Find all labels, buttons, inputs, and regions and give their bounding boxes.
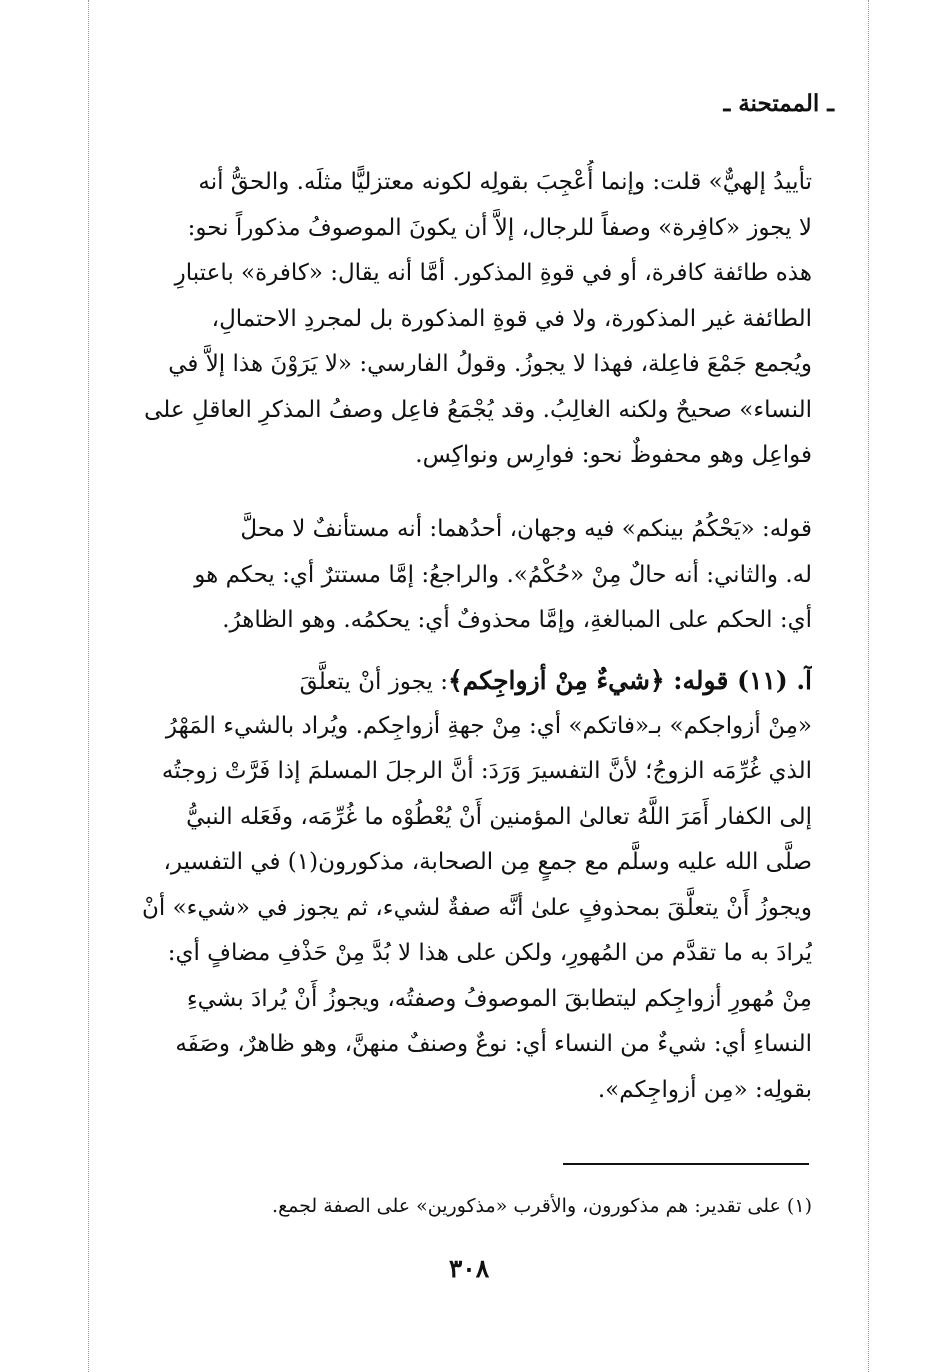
paragraph-1: [100, 160, 812, 479]
text-line: أي: الحكم على المبالغةِ، وإمَّا محذوفٌ أي: يحكمُه. وهو الظاهرُ.: [222, 607, 812, 633]
running-head: ـ الممتحنة ـ: [723, 90, 834, 117]
page-number: ٣٠٨: [448, 1254, 490, 1283]
right-margin-dotted-line: [868, 0, 869, 1372]
text-line: مِنْ مُهورِ أزواجِكم ليتطابقَ الموصوفُ وصفتُه، ويجوزُ أَنْ يُرادَ بشيءِ: [186, 985, 812, 1012]
paragraph-3: [100, 658, 812, 1113]
footnote: (١) على تقدير: هم مذكورون، والأقرب «مذكورين» على الصفة لجمع.: [272, 1195, 812, 1217]
text-line: هذه طائفة كافرة، أو في قوةِ المذكور. أمَّا أنه يقال: «كافرة» باعتبارِ: [174, 260, 812, 286]
text-line: لا يجوز «كافِرة» وصفاً للرجال، إلاَّ أن يكونَ الموصوفُ مذكوراً نحو:: [187, 214, 812, 241]
text-line: يُرادَ به ما تقدَّم من المُهورِ، ولكن على هذا لا بُدَّ مِنْ حَذْفِ مضافٍ أي:: [167, 940, 812, 966]
verse-heading-rest: : يجوز أنْ يتعلَّقَ: [299, 669, 448, 695]
text-line: إلى الكفار أَمَرَ اللَّهُ تعالىٰ المؤمنين أَنْ يُعْطُوْه ما غُرِّمَه، وفَعَله النبيُّ: [186, 803, 812, 830]
verse-heading-line: [100, 658, 812, 704]
text-line: «مِنْ أزواجكم» بـ«فاتكم» أي: مِنْ جهةِ أزواجِكم. ويُراد بالشيء المَهْرُ: [165, 712, 812, 739]
left-margin-dotted-line: [88, 0, 89, 1372]
text-line: النساءِ أي: شيءٌ من النساء أي: نوعٌ وصنفٌ منهنَّ، وهو ظاهرٌ، وصَفَه: [175, 1031, 812, 1057]
verse-marker: آ. (١١) قوله: ﴿شيءٌ مِنْ أزواجِكم﴾: [448, 666, 812, 695]
text-line: ويُجمع جَمْعَ فاعِلة، فهذا لا يجوزُ. وقولُ الفارسي: «لا يَرَوْنَ هذا إلاَّ في: [168, 351, 812, 377]
text-line: الطائفة غير المذكورة، ولا في قوةِ المذكورة بل لمجردِ الاحتمالِ،: [211, 305, 812, 332]
text-line: النساء» صحيحٌ ولكنه الغالِبُ. وقد يُجْمَعُ فاعِل وصفُ المذكرِ العاقلِ على: [144, 396, 812, 423]
text-line: صلَّى الله عليه وسلَّم مع جمعٍ مِن الصحابة، مذكورون(١) في التفسير،: [163, 849, 812, 875]
text-line: قوله: «يَحْكُمُ بينكم» فيه وجهان، أحدُهما: أنه مستأنفٌ لا محلَّ: [240, 516, 812, 542]
footnote-separator: [563, 1163, 809, 1165]
paragraph-2: [100, 507, 812, 644]
text-line: فواعِل وهو محفوظٌ نحو: فوارِس ونواكِس.: [415, 442, 812, 468]
text-line: له. والثاني: أنه حالٌ مِنْ «حُكْمُ». والراجعُ: إمَّا مستترٌ أي: يحكم هو: [194, 561, 812, 588]
text-line: ويجوزُ أَنْ يتعلَّقَ بمحذوفٍ علىٰ أنَّه صفةٌ لشيء، ثم يجوز في «شيء» أنْ: [141, 894, 812, 921]
text-line: الذي غُرِّمَه الزوجُ؛ لأنَّ التفسيرَ وَرَدَ: أنَّ الرجلَ المسلمَ إذا فَرَّتْ زوجتُه: [161, 758, 812, 784]
text-line: بقولِه: «مِن أزواجِكم».: [597, 1076, 812, 1103]
text-line: تأييدُ إلهيٌّ» قلت: وإنما أُعْجِبَ بقولِه لكونه معتزليًّا مثلَه. والحقُّ أنه: [198, 169, 812, 195]
